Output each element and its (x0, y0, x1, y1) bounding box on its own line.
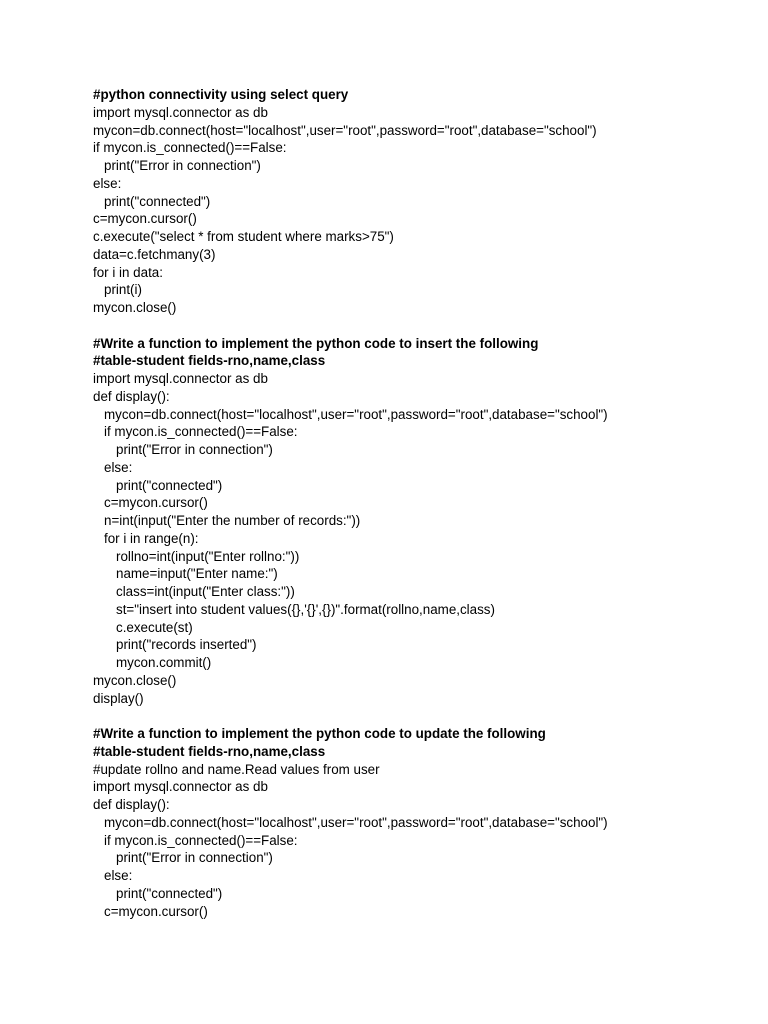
code-line: st="insert into student values({},'{}',{})".format(rollno,name,class) (116, 601, 495, 617)
code-line: print("connected") (116, 885, 223, 901)
code-line: c=mycon.cursor() (104, 903, 208, 919)
code-line: print("Error in connection") (116, 442, 273, 457)
code-line: print("Error in connection") (104, 158, 261, 173)
code-line: print("records inserted") (116, 637, 257, 653)
code-line: else: (93, 175, 122, 191)
blank-line (93, 707, 753, 725)
code-line: mycon.commit() (116, 655, 212, 670)
code-line: def display(): (93, 797, 170, 812)
code-section (93, 335, 753, 708)
code-line: import mysql.connector as db (93, 371, 268, 386)
code-line: display() (93, 690, 144, 706)
code-line: rollno=int(input("Enter rollno:")) (116, 548, 300, 564)
code-line: mycon.close() (93, 672, 177, 688)
code-line: print("connected") (116, 477, 223, 493)
code-line: c=mycon.cursor() (93, 211, 197, 227)
comment-heading-line: #Write a function to implement the python code to insert the following (93, 335, 539, 351)
comment-heading-line: #Write a function to implement the python code to update the following (93, 726, 546, 741)
comment-heading-line: #table-student fields-rno,name,class (93, 743, 326, 759)
code-line: print("connected") (104, 193, 211, 209)
code-line: else: (104, 868, 133, 883)
code-line: for i in range(n): (104, 530, 199, 546)
code-line: name=input("Enter name:") (116, 566, 278, 582)
code-line: #update rollno and name.Read values from user (93, 761, 380, 777)
code-section (93, 725, 753, 920)
code-line: c.execute(st) (116, 619, 193, 635)
code-line: mycon=db.connect(host="localhost",user="root",password="root",database="school") (104, 814, 608, 830)
document-page (93, 86, 753, 920)
code-line: import mysql.connector as db (93, 104, 268, 120)
code-line: if mycon.is_connected()==False: (93, 140, 287, 156)
code-line: class=int(input("Enter class:")) (116, 584, 295, 599)
comment-heading-line: #table-student fields-rno,name,class (93, 353, 326, 369)
comment-heading-line: #python connectivity using select query (93, 87, 349, 102)
code-line: data=c.fetchmany(3) (93, 246, 216, 262)
code-section (93, 86, 753, 317)
code-line: def display(): (93, 388, 170, 404)
code-line: for i in data: (93, 264, 163, 280)
code-line: if mycon.is_connected()==False: (104, 832, 298, 848)
code-line: mycon=db.connect(host="localhost",user="root",password="root",database="school") (93, 122, 597, 138)
code-line: mycon.close() (93, 300, 177, 315)
code-line: else: (104, 459, 133, 475)
code-line: print(i) (104, 282, 142, 298)
code-line: c.execute("select * from student where marks>75") (93, 229, 394, 244)
code-line: mycon=db.connect(host="localhost",user="root",password="root",database="school") (104, 406, 608, 422)
blank-line (93, 317, 753, 335)
code-line: n=int(input("Enter the number of records:")) (104, 513, 361, 528)
code-line: print("Error in connection") (116, 850, 273, 866)
code-line: c=mycon.cursor() (104, 495, 208, 511)
code-line: if mycon.is_connected()==False: (104, 424, 298, 440)
code-line: import mysql.connector as db (93, 779, 268, 795)
